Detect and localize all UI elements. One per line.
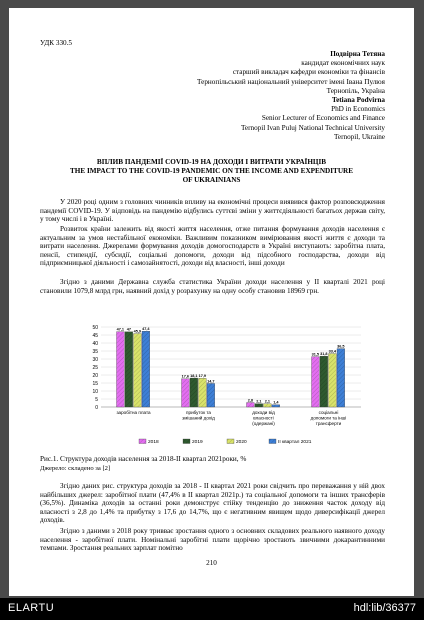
- bar-value-label: 36,5: [337, 344, 345, 349]
- page-number: 210: [206, 559, 217, 567]
- author-degree-en: PhD in Economics: [331, 105, 385, 114]
- author-position-en: Senior Lecturer of Economics and Finance: [261, 114, 385, 123]
- bar-2018: [247, 403, 255, 407]
- legend-label: 2019: [192, 440, 203, 445]
- paragraph-5: Згідно з даними з 2018 року тривває зростання одного з основних складових реального наявного доходу населення - заробітної плати. Номінальні заробітні плати щорічно зростають звичними докарантинними темпами. Зростання реальних зарплат помітно: [40, 527, 385, 553]
- bar-value-label: 33,4: [328, 349, 337, 354]
- udk-code: УДК 330.5: [40, 39, 73, 47]
- bar-2020: [264, 404, 272, 407]
- bar-II-квартал-2021: [207, 383, 215, 407]
- legend-label: II квартал 2021: [278, 440, 312, 445]
- title-ua: ВПЛИВ ПАНДЕМІЇ COVID-19 НА ДОХОДИ І ВИТРАТИ УКРАЇНЦІВ: [96, 158, 327, 166]
- category-label: соціальні: [318, 410, 339, 415]
- bar-value-label: 31,5: [311, 352, 320, 357]
- bar-II-квартал-2021: [142, 331, 150, 407]
- author-degree-ua: кандидат економічних наук: [301, 59, 385, 68]
- bar-value-label: 18,1: [190, 373, 198, 378]
- paragraph-1: У 2020 році одним з головних чинників впливу на економічні процеси виявився фактор розповсюдження пандемії COVID-19. У відповідь на пандемію відбулись суттєві зміни у життєдіяльності багатьох держав світу, у тому числі і в Україні.: [40, 198, 385, 224]
- paragraph-4: Згідно даних рис. структура доходів за 2018 - II квартал 2021 роки свідчить про переважання у ній двох найбільших джерел: заробітної плати (47,4% в II квартал 2021р.) та соціальної допомоги та інших трансферів (36,5%). Динаміка доходів за останні роки демонструє стійку тенденцію до зниження часток доходу від власності з 2,8 до 1,4% та прибутку з 17,6 до 14,7%, що є негативним явищем щодо диверсифікації джерел доходів.: [40, 482, 385, 525]
- y-tick-label: 50: [92, 325, 98, 331]
- category-label: змішаний дохід: [182, 415, 215, 421]
- title-en-line1: THE IMPACT TO THE COVID-19 PANDEMIC ON THE INCOME AND EXPENDITURE: [69, 167, 353, 175]
- footer-left: ELARTU: [8, 602, 55, 614]
- bar-value-label: 47: [126, 327, 131, 332]
- category-label: власності: [253, 415, 274, 421]
- legend-swatch: [269, 439, 276, 444]
- author-block-ua: [109, 50, 385, 142]
- y-tick-label: 5: [95, 397, 98, 403]
- document-page: [9, 8, 414, 596]
- bar-2019: [125, 332, 133, 407]
- category-label: трансферти: [315, 421, 342, 426]
- footer-bar: [0, 598, 424, 620]
- y-tick-label: 0: [95, 405, 98, 411]
- y-tick-label: 45: [92, 333, 98, 339]
- bar-II-квартал-2021: [337, 349, 345, 407]
- category-label: прибуток та: [186, 410, 211, 415]
- author-position-ua: старший викладач кафедри економіки та фінансів: [232, 68, 385, 77]
- y-tick-label: 20: [92, 373, 98, 379]
- bar-2020: [329, 354, 337, 407]
- bar-2018: [182, 379, 190, 407]
- bar-2020: [134, 334, 142, 407]
- bar-value-label: 45,9: [133, 329, 142, 334]
- y-tick-label: 40: [92, 341, 98, 347]
- author-name-en: Tetiana Podvirna: [331, 96, 385, 105]
- legend-label: 2018: [148, 440, 159, 445]
- category-label: допомоги та інші: [310, 415, 347, 421]
- legend-swatch: [227, 439, 234, 444]
- bar-value-label: 2,1: [256, 399, 262, 404]
- bar-II-квартал-2021: [272, 405, 280, 407]
- bar-2020: [199, 378, 207, 407]
- bar-2019: [320, 356, 328, 407]
- bar-value-label: 47,4: [142, 326, 150, 331]
- paragraph-2: Розвиток країни залежить від якості життя населення, отже питання формування доходів населення є актуальним за умов нестабільної економіки. Важливим показником вимірювання якості життя є доходи та витрати населення. Джерелами формування доходів домогосподарств в Україні виступають: заробітна плата, пенсії, стипендії, субсидії, соціальні допомоги, доходи від підсобного господарства, доходи від підприємницької діяльності і самозайнятості, доходи від власності, інші доходи: [40, 225, 385, 268]
- legend-swatch: [139, 439, 146, 444]
- author-university-ua: Тернопільський національний університет імені Івана Пулюя: [197, 77, 385, 86]
- figure-caption: Рис.1. Структура доходів населення за 2018-II квартал 2021роки, %: [40, 455, 247, 463]
- bar-value-label: 2,1: [264, 399, 270, 404]
- bar-value-label: 2,8: [247, 398, 253, 403]
- y-tick-label: 25: [92, 365, 98, 371]
- y-tick-label: 35: [92, 349, 98, 355]
- bar-value-label: 47,1: [116, 327, 125, 332]
- legend-swatch: [183, 439, 190, 444]
- bar-2018: [117, 332, 125, 407]
- figure-source: Джерело: складено за [2]: [40, 465, 111, 472]
- bar-2018: [312, 357, 320, 407]
- author-city-en: Ternopil, Ukraine: [334, 132, 385, 141]
- bar-2019: [255, 404, 263, 407]
- title-en-line2: OF UKRAINIANS: [182, 176, 241, 184]
- y-tick-label: 15: [92, 381, 98, 387]
- category-label: доходи від: [252, 410, 275, 415]
- bar-value-label: 1,4: [273, 400, 279, 405]
- bar-2019: [190, 378, 198, 407]
- legend-label: 2020: [236, 440, 247, 445]
- bar-value-label: 31,8: [320, 351, 328, 356]
- income-structure-chart: [79, 321, 369, 451]
- author-name-ua: Подвірна Тетяна: [330, 50, 385, 58]
- article-title: [29, 158, 394, 185]
- category-label: (одержані): [252, 421, 275, 426]
- footer-right: hdl:lib/36377: [353, 602, 416, 614]
- category-label: заробітна плата: [116, 410, 151, 415]
- paragraph-3: Згідно з даними Державна служба статистика України доходи населення у II кварталі 2021 році становили 1079,8 млрд грн, наявний дохід у розрахунку на одну особу становив 18969 грн.: [40, 278, 385, 295]
- author-university-en: Ternopil Ivan Puluj National Technical University: [241, 123, 385, 132]
- bar-value-label: 17,6: [181, 374, 190, 379]
- author-city-ua: Тернопіль, Україна: [326, 86, 385, 95]
- bar-value-label: 14,7: [207, 379, 215, 384]
- y-tick-label: 10: [92, 389, 98, 395]
- y-tick-label: 30: [92, 357, 98, 363]
- bar-value-label: 17,9: [198, 374, 207, 379]
